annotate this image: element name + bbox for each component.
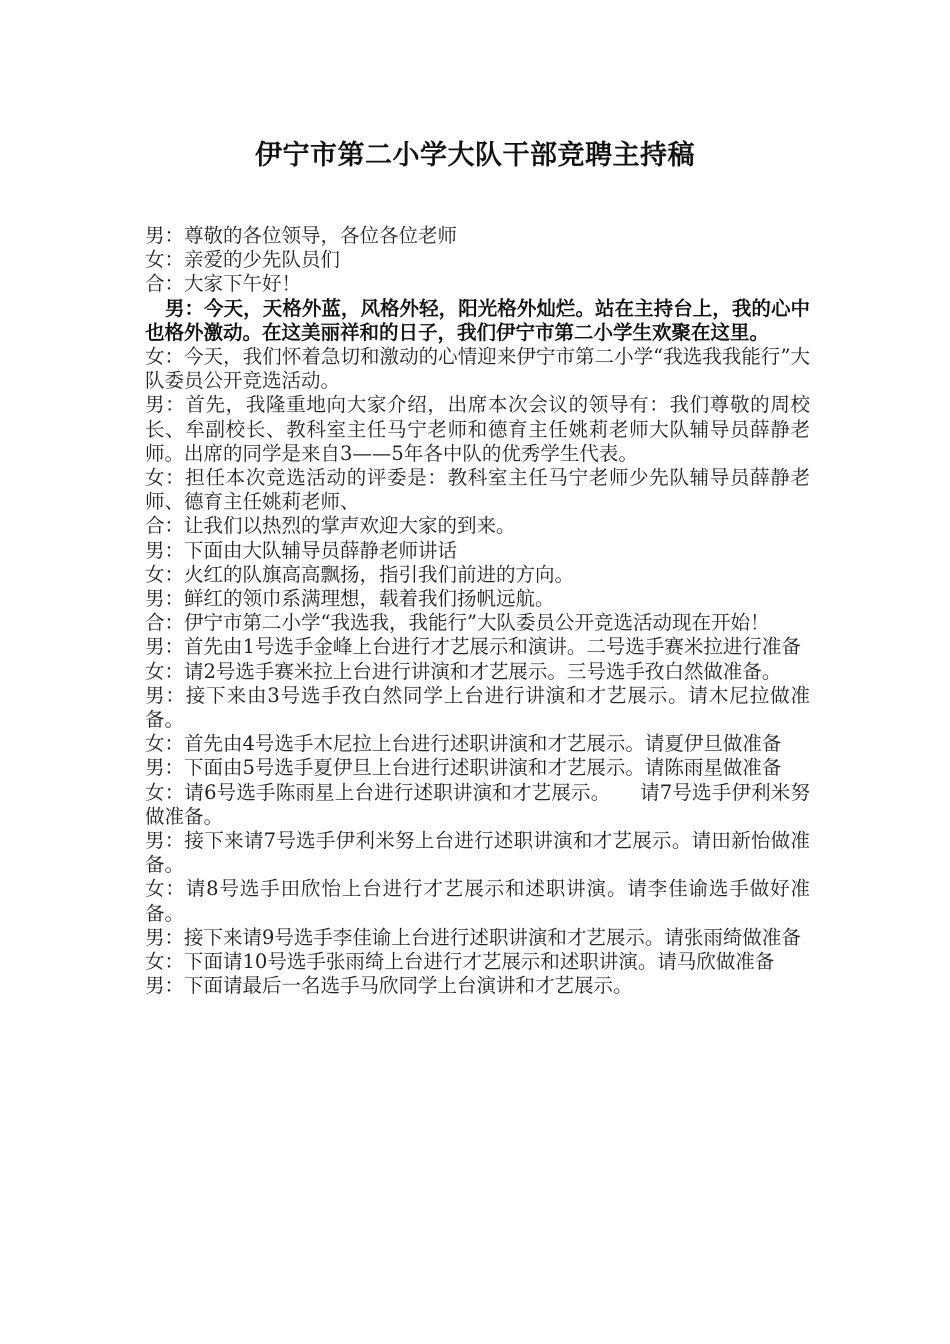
script-line: 男：尊敬的各位领导，各位各位老师 <box>145 224 458 247</box>
script-line: 男：下面由5号选手夏伊旦上台进行述职讲演和才艺展示。请陈雨星做准备 <box>145 756 782 780</box>
script-line: 女：请8号选手田欣怡上台进行才艺展示和述职讲演。请李佳谕选手做好准备。 <box>145 877 810 925</box>
script-line: 女：下面请10号选手张雨绮上台进行才艺展示和述职讲演。请马欣做准备 <box>145 950 775 974</box>
script-body <box>145 224 810 999</box>
document-title: 伊宁市第二小学大队干部竞聘主持稿 <box>255 140 695 171</box>
script-line: 男：首先由1号选手金峰上台进行才艺展示和演讲。二号选手赛米拉进行准备 <box>145 635 801 659</box>
script-line: 合：让我们以热烈的掌声欢迎大家的到来。 <box>145 514 516 538</box>
script-line: 男：接下来请9号选手李佳谕上台进行述职讲演和才艺展示。请张雨绮做准备 <box>145 925 801 949</box>
script-line: 女：请6号选手陈雨星上台进行述职讲演和才艺展示。 请7号选手伊利米努做准备。 <box>145 780 810 828</box>
script-line: 男：下面请最后一名选手马欣同学上台演讲和才艺展示。 <box>145 974 633 998</box>
script-line: 女：火红的队旗高高飘扬，指引我们前进的方向。 <box>145 562 575 586</box>
script-line: 女：亲爱的少先队员们 <box>145 248 341 272</box>
script-line: 男：今天，天格外蓝，风格外轻，阳光格外灿烂。站在主持台上，我的心中也格外激动。在这美丽祥和的日子，我们伊宁市第二小学生欢聚在这里。 <box>145 296 810 344</box>
script-line: 合：大家下午好！ <box>145 272 302 296</box>
script-line: 合：伊宁市第二小学“我选我，我能行”大队委员公开竞选活动现在开始！ <box>145 611 770 635</box>
script-line: 女：首先由4号选手木尼拉上台进行述职讲演和才艺展示。请夏伊旦做准备 <box>145 732 782 756</box>
script-line: 男：首先，我隆重地向大家介绍，出席本次会议的领导有：我们尊敬的周校长、牟副校长、教科室主任马宁老师和德育主任姚莉老师大队辅导员薛静老师。出席的同学是来自3——5年各中队的优秀学生代表。 <box>145 393 810 465</box>
script-line: 男：下面由大队辅导员薛静老师讲话 <box>145 538 458 562</box>
script-line: 男：接下来由3号选手孜白然同学上台进行讲演和才艺展示。请木尼拉做准备。 <box>145 683 810 732</box>
script-line: 女：请2号选手赛米拉上台进行讲演和才艺展示。三号选手孜白然做准备。 <box>145 659 782 683</box>
script-line: 男：鲜红的领巾系满理想，载着我们扬帆远航。 <box>145 587 555 611</box>
script-line: 女：今天，我们怀着急切和激动的心情迎来伊宁市第二小学“我选我我能行”大队委员公开竞选活动。 <box>145 345 810 393</box>
script-line: 男：接下来请7号选手伊利米努上台进行述职讲演和才艺展示。请田新怡做准备。 <box>145 829 810 877</box>
script-line: 女：担任本次竞选活动的评委是：教科室主任马宁老师少先队辅导员薛静老师、德育主任姚莉老师、 <box>145 466 810 514</box>
